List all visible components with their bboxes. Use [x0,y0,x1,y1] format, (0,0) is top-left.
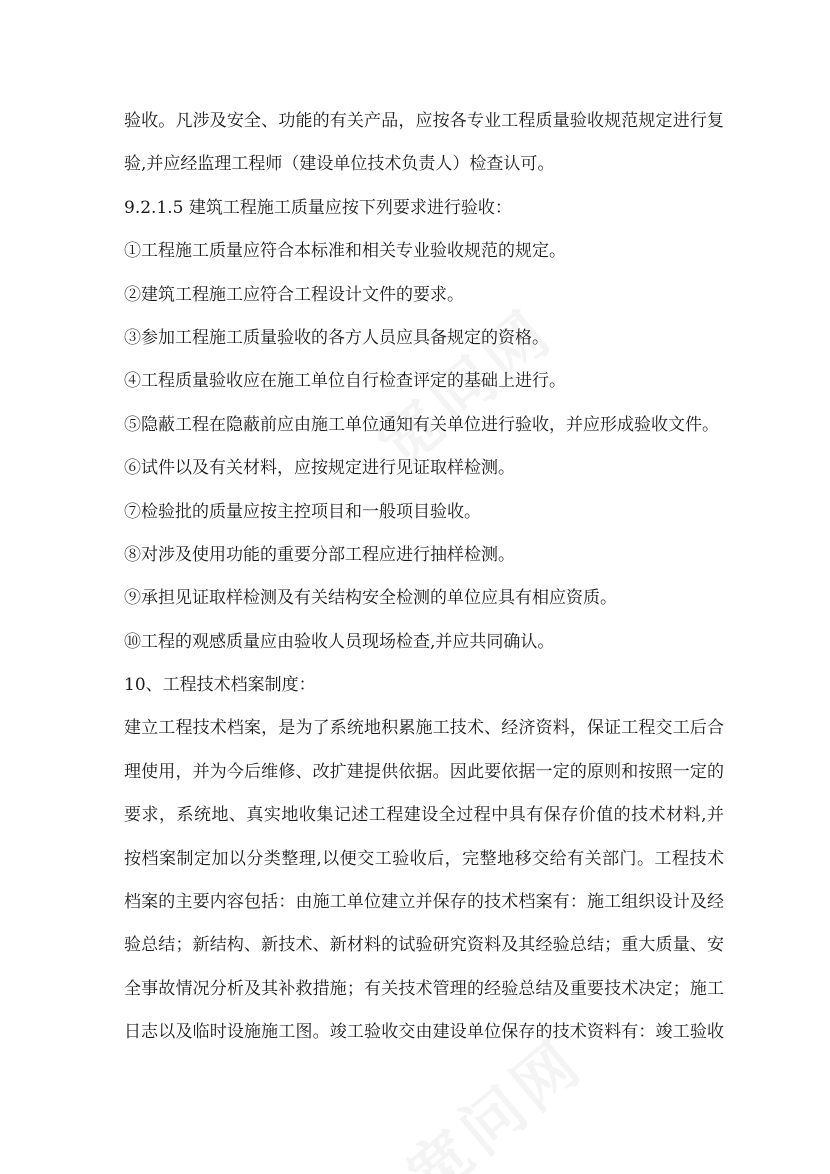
text-line: 理使用，并为今后维修、改扩建提供依据。因此要依据一定的原则和按照一定的 [124,761,724,782]
text-line: 档案的主要内容包括：由施工单位建立并保存的技术档案有：施工组织设计及经 [124,892,724,913]
text-line: 日志以及临时设施施工图。竣工验收交由建设单位保存的技术资料有：竣工验收 [124,1022,724,1043]
list-item: ⑤隐蔽工程在隐蔽前应由施工单位通知有关单位进行验收，并应形成验收文件。 [124,414,719,435]
list-item: ④工程质量验收应在施工单位自行检查评定的基础上进行。 [124,371,566,392]
section-heading: 9.2.1.5 建筑工程施工质量应按下列要求进行验收： [124,197,512,218]
list-item: ②建筑工程施工应符合工程设计文件的要求。 [124,284,464,305]
text-line: 要求，系统地、真实地收集记述工程建设全过程中具有保存价值的技术材料,并 [124,805,724,826]
list-item: ⑨承担见证取样检测及有关结构安全检测的单位应具有相应资质。 [124,588,617,609]
list-item: ⑧对涉及使用功能的重要分部工程应进行抽样检测。 [124,544,515,565]
list-item: ⑦检验批的质量应按主控项目和一般项目验收。 [124,501,481,522]
list-item: ⑥试件以及有关材料，应按规定进行见证取样检测。 [124,458,515,479]
text-line: 按档案制定加以分类整理,以便交工验收后，完整地移交给有关部门。工程技术 [124,848,724,869]
text-line: 验总结；新结构、新技术、新材料的试验研究资料及其经验总结；重大质量、安 [124,935,724,956]
section-heading: 10、工程技术档案制度： [124,675,316,696]
text-line: 全事故情况分析及其补救措施；有关技术管理的经验总结及重要技术决定；施工 [124,978,724,999]
document-body [124,100,724,1055]
list-item: ⑩工程的观感质量应由验收人员现场检查,并应共同确认。 [124,631,555,652]
text-line: 建立工程技术档案，是为了系统地积累施工技术、经济资料，保证工程交工后合 [124,718,724,739]
list-item: ③参加工程施工质量验收的各方人员应具备规定的资格。 [124,327,549,348]
text-line: 验,并应经监理工程师（建设单位技术负责人）检查认可。 [124,154,555,175]
text-line: 验收。凡涉及安全、功能的有关产品，应按各专业工程质量验收规范规定进行复 [124,111,724,131]
list-item: ①工程施工质量应符合本标准和相关专业验收规范的规定。 [124,241,566,262]
